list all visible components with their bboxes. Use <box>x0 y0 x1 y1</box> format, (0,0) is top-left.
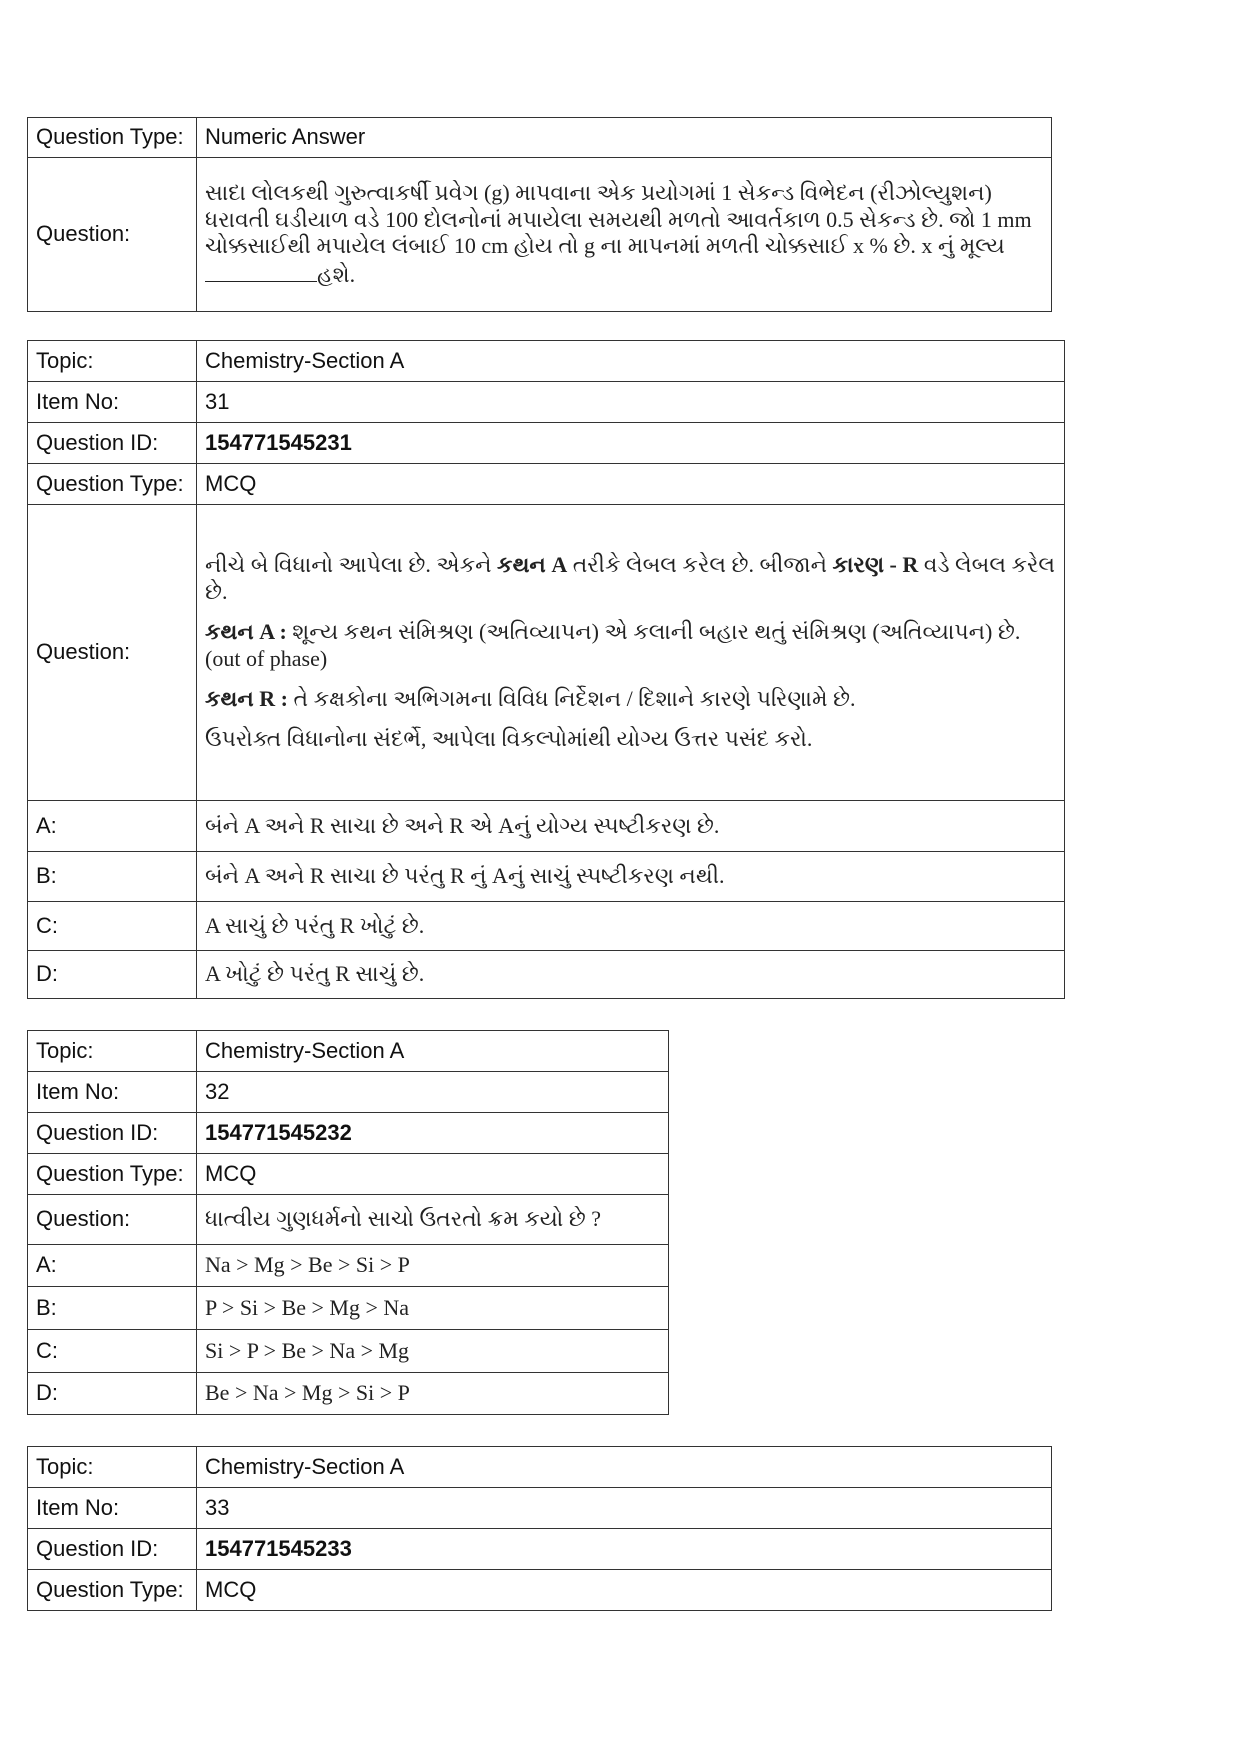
value-question-type: MCQ <box>197 1570 1052 1611</box>
label-question-id: Question ID: <box>28 423 197 464</box>
question-block-31 <box>27 340 1065 999</box>
label-topic: Topic: <box>28 1447 197 1488</box>
label-option-b: B: <box>28 1287 197 1330</box>
label-item-no: Item No: <box>28 382 197 423</box>
question-text <box>197 158 1052 312</box>
assertion-tag: કથન A <box>497 552 568 578</box>
label-option-c: C: <box>28 1330 197 1373</box>
option-d: A ખોટું છે પરંતુ R સાચું છે. <box>197 951 1065 999</box>
question-text <box>197 505 1065 801</box>
answer-blank <box>205 259 317 282</box>
label-option-b: B: <box>28 852 197 902</box>
assertion-statement: કથન A : શૂન્ય કથન સંમિશ્રણ (અતિવ્યાપન) એ કલાની બહાર થતું સંમિશ્રણ (અતિવ્યાપન) છે. (out of phase) <box>205 619 1021 671</box>
label-option-d: D: <box>28 951 197 999</box>
label-topic: Topic: <box>28 1031 197 1072</box>
question-instruction: ઉપરોક્ત વિધાનોના સંદર્ભે, આપેલા વિકલ્પોમાંથી યોગ્ય ઉત્તર પસંદ કરો. <box>205 726 813 752</box>
option-c: A સાચું છે પરંતુ R ખોટું છે. <box>197 902 1065 951</box>
label-question-type: Question Type: <box>28 464 197 505</box>
value-item-no: 32 <box>197 1072 669 1113</box>
question-block-33 <box>27 1446 1052 1611</box>
label-question: Question: <box>28 505 197 801</box>
value-question-id: 154771545231 <box>197 423 1065 464</box>
label-option-d: D: <box>28 1373 197 1415</box>
option-c: Si > P > Be > Na > Mg <box>197 1330 669 1373</box>
option-a: Na > Mg > Be > Si > P <box>197 1245 669 1287</box>
reason-statement: કથન R : તે કક્ષકોના અભિગમના વિવિધ નિર્દેશન / દિશાને કારણે પરિણામે છે. <box>205 685 856 711</box>
option-a: બંને A અને R સાચા છે અને R એ Aનું યોગ્ય સ્પષ્ટીકરણ છે. <box>197 801 1065 852</box>
value-item-no: 31 <box>197 382 1065 423</box>
question-block-numeric <box>27 117 1052 312</box>
label-question-type: Question Type: <box>28 1154 197 1195</box>
label-option-a: A: <box>28 801 197 852</box>
label-question-type: Question Type: <box>28 118 197 158</box>
option-b: બંને A અને R સાચા છે પરંતુ R નું Aનું સાચું સ્પષ્ટીકરણ નથી. <box>197 852 1065 902</box>
value-question-type: Numeric Answer <box>197 118 1052 158</box>
option-d: Be > Na > Mg > Si > P <box>197 1373 669 1415</box>
label-question-id: Question ID: <box>28 1113 197 1154</box>
question-text-main: સાદા લોલકથી ગુરુત્વાકર્ષી પ્રવેગ (g) માપવાના એક પ્રયોગમાં 1 સેકન્ડ વિભેદન (રીઝોલ્યુશન) ધરાવતી ઘડીયાળ વડે 100 દોલનોનાં મપાયેલા સમયથી મળતો આવર્તકાળ 0.5 સેકન્ડ છે. જો 1 mm ચોક્કસાઈથી મપાયેલ લંબાઈ 10 cm હોય તો g ના માપનમાં મળતી ચોક્કસાઈ x % છે. x નું મૂલ્ય <box>205 180 1032 258</box>
label-option-a: A: <box>28 1245 197 1287</box>
label-question-type: Question Type: <box>28 1570 197 1611</box>
value-topic: Chemistry-Section A <box>197 1447 1052 1488</box>
value-question-type: MCQ <box>197 464 1065 505</box>
value-topic: Chemistry-Section A <box>197 341 1065 382</box>
label-question: Question: <box>28 1195 197 1245</box>
reason-tag: કારણ - R <box>832 552 919 578</box>
value-question-id: 154771545233 <box>197 1529 1052 1570</box>
option-b: P > Si > Be > Mg > Na <box>197 1287 669 1330</box>
value-topic: Chemistry-Section A <box>197 1031 669 1072</box>
value-question-type: MCQ <box>197 1154 669 1195</box>
label-option-c: C: <box>28 902 197 951</box>
label-question: Question: <box>28 158 197 312</box>
label-question-id: Question ID: <box>28 1529 197 1570</box>
value-question-id: 154771545232 <box>197 1113 669 1154</box>
label-item-no: Item No: <box>28 1488 197 1529</box>
label-item-no: Item No: <box>28 1072 197 1113</box>
question-text: ધાત્વીય ગુણધર્મનો સાચો ઉતરતો ક્રમ કયો છે ? <box>197 1195 669 1245</box>
question-block-32 <box>27 1030 669 1415</box>
question-intro: નીચે બે વિધાનો આપેલા છે. એકને કથન A તરીકે લેબલ કરેલ છે. બીજાને કારણ - R વડે લેબલ કરેલ છે. <box>205 552 1055 604</box>
question-text-end: હશે. <box>317 262 356 288</box>
value-item-no: 33 <box>197 1488 1052 1529</box>
label-topic: Topic: <box>28 341 197 382</box>
